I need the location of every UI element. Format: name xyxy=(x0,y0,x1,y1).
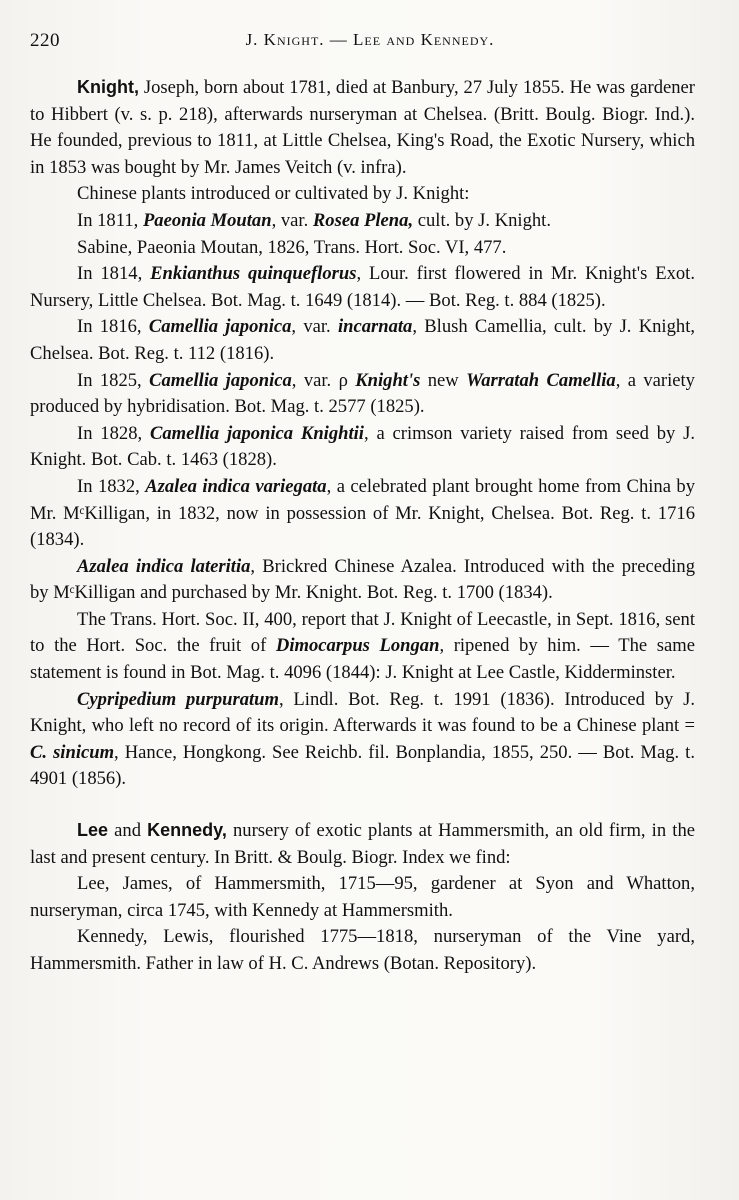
knight-paragraph-8: In 1832, Azalea indica variegata, a celebrated plant brought home from China by Mr. MᶜKilligan, in 1832, now in possession of Mr. Knight, Chelsea. Bot. Reg. t. 1716 (1834). xyxy=(30,475,696,551)
page-number: 220 xyxy=(30,30,60,51)
knight-paragraph-7: In 1828, Camellia japonica Knightii, a crimson variety raised from seed by J. Knight. Bot. Cab. t. 1463 (1828). xyxy=(30,422,696,471)
headword-kennedy: Kennedy, xyxy=(147,820,227,841)
lee-kennedy-paragraph-2: Kennedy, Lewis, flourished 1775—1818, nurseryman of the Vine yard, Hammersmith. Father in law of H. C. Andrews (Botan. Repository). xyxy=(30,926,695,974)
knight-paragraph-6: In 1825, Camellia japonica, var. ρ Knight's new Warratah Camellia, a variety produced by hybridisation. Bot. Mag. t. 2577 (1825). xyxy=(30,369,695,418)
page-header xyxy=(30,30,710,58)
entry-separator xyxy=(30,793,695,817)
knight-paragraph-4: In 1814, Enkianthus quinqueflorus, Lour. first flowered in Mr. Knight's Exot. Nursery, Little Chelsea. Bot. Mag. t. 1649 (1814). — Bot. Reg. t. 884 (1825). xyxy=(30,263,695,311)
knight-paragraph-9: Azalea indica lateritia, Brickred Chinese Azalea. Introduced with the preceding by MᶜKilligan and purchased by Mr. Knight. Bot. Reg. t. 1700 (1834). xyxy=(30,555,696,604)
page-body xyxy=(30,74,695,978)
knight-paragraph-10: The Trans. Hort. Soc. II, 400, report that J. Knight of Leecastle, in Sept. 1816, sent to the Hort. Soc. the fruit of Dimocarpus Longan, ripened by him. — The same statement is found in Bot. Mag. t. 4096 (1844): J. Knight at Lee Castle, Kidderminster. xyxy=(30,608,695,684)
knight-paragraph-5: In 1816, Camellia japonica, var. incarnata, Blush Camellia, cult. by J. Knight, Chelsea. Bot. Reg. t. 112 (1816). xyxy=(30,316,696,364)
lee-kennedy-intro-paragraph: Lee and Kennedy, nursery of exotic plants at Hammersmith, an old firm, in the last and present century. In Britt. & Boulg. Biogr. Index we find: xyxy=(30,820,695,868)
knight-paragraph-1: Chinese plants introduced or cultivated by J. Knight: xyxy=(77,183,470,205)
headword-knight: Knight, xyxy=(77,77,139,97)
running-title: J. Knight. — Lee and Kennedy. xyxy=(245,30,495,49)
lee-kennedy-paragraph-1: Lee, James, of Hammersmith, 1715—95, gardener at Syon and Whatton, nurseryman, circa 1745, with Kennedy at Hammersmith. xyxy=(30,873,695,921)
knight-intro-paragraph: Knight, Joseph, born about 1781, died at Banbury, 27 July 1855. He was gardener to Hibbert (v. s. p. 218), afterwards nurseryman at Chelsea. (Britt. Boulg. Biogr. Ind.). He founded, previous to 1811, at Little Chelsea, King's Road, the Exotic Nursery, which in 1853 was bought by Mr. James Veitch (v. infra). xyxy=(30,77,695,178)
knight-paragraph-3: Sabine, Paeonia Moutan, 1826, Trans. Hort. Soc. VI, 477. xyxy=(77,236,507,258)
knight-paragraph-11: Cypripedium purpuratum, Lindl. Bot. Reg. t. 1991 (1836). Introduced by J. Knight, who left no record of its origin. Afterwards it was found to be a Chinese plant = C. sinicum, Hance, Hongkong. See Reichb. fil. Bonplandia, 1855, 250. — Bot. Mag. t. 4901 (1856). xyxy=(30,688,695,790)
headword-lee: Lee xyxy=(77,820,109,841)
knight-paragraph-2: In 1811, Paeonia Moutan, var. Rosea Plena, cult. by J. Knight. xyxy=(77,209,551,231)
entry-lee-kennedy xyxy=(30,817,695,978)
entry-knight xyxy=(30,74,695,793)
